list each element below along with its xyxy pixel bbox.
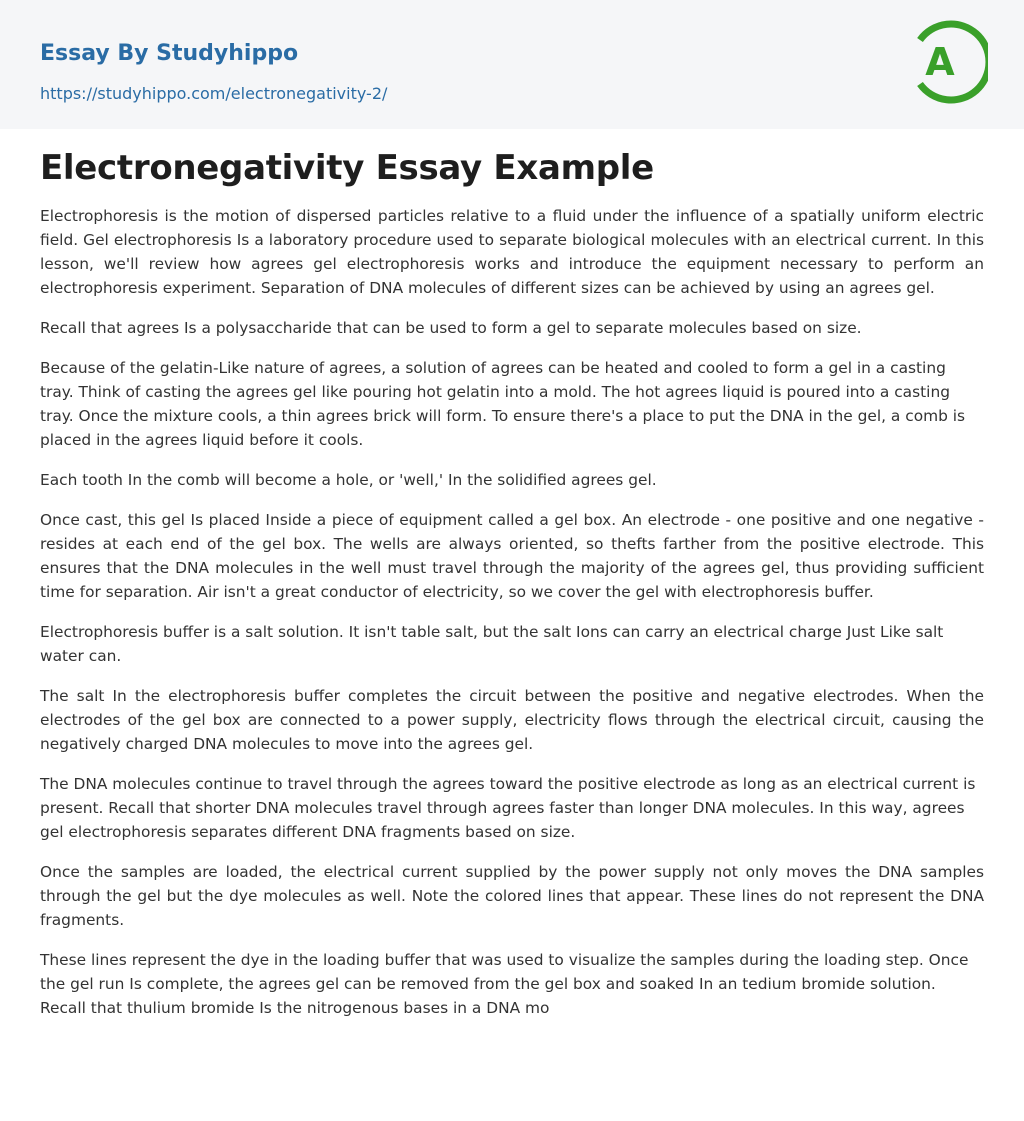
source-url-link[interactable]: https://studyhippo.com/electronegativity-2/ [40, 84, 388, 103]
logo-letter: A [925, 40, 955, 84]
studyhippo-logo-icon[interactable] [910, 18, 988, 106]
paragraph: Recall that agrees Is a polysaccharide that can be used to form a gel to separate molecules based on size. [40, 319, 862, 337]
paragraph: Because of the gelatin-Like nature of agrees, a solution of agrees can be heated and cooled to form a gel in a casting tray. Think of casting the agrees gel like pouring hot gelatin into a mold. The hot agrees liquid is poured into a casting tray. Once the mixture cools, a thin agrees brick will form. To ensure there's a place to put the DNA in the gel, a comb is placed in the agrees liquid before it cools. [40, 359, 966, 449]
paragraph: Once the samples are loaded, the electrical current supplied by the power supply not only moves the DNA samples through the gel but the dye molecules as well. Note the colored lines that appear. These lines do not represent the DNA fragments. [40, 863, 984, 929]
paragraph: Each tooth In the comb will become a hole, or 'well,' In the solidified agrees gel. [40, 471, 657, 489]
paragraph: Electrophoresis is the motion of dispersed particles relative to a fluid under the influence of a spatially uniform electric field. Gel electrophoresis Is a laboratory procedure used to separate biological molecules with an electrical current. In this lesson, we'll review how agrees gel electrophoresis works and introduce the equipment necessary to perform an electrophoresis experiment. Separation of DNA molecules of different sizes can be achieved by using an agrees gel. [40, 207, 984, 297]
site-header [0, 0, 1024, 129]
paragraph: Electrophoresis buffer is a salt solution. It isn't table salt, but the salt Ions can carry an electrical charge Just Like salt water can. [40, 623, 944, 665]
page-title: Electronegativity Essay Example [40, 148, 654, 188]
paragraph: The DNA molecules continue to travel through the agrees toward the positive electrode as long as an electrical current is present. Recall that shorter DNA molecules travel through agrees faster than longer DNA molecules. In this way, agrees gel electrophoresis separates different DNA fragments based on size. [40, 775, 976, 841]
brand-title[interactable]: Essay By Studyhippo [40, 41, 299, 66]
article [40, 146, 984, 1036]
paragraph: Once cast, this gel Is placed Inside a piece of equipment called a gel box. An electrode - one positive and one negative - resides at each end of the gel box. The wells are always oriented, so thefts farther from the positive electrode. This ensures that the DNA molecules in the well must travel through the majority of the agrees gel, thus providing sufficient time for separation. Air isn't a great conductor of electricity, so we cover the gel with electrophoresis buffer. [40, 511, 984, 601]
paragraph: These lines represent the dye in the loading buffer that was used to visualize the samples during the loading step. Once the gel run Is complete, the agrees gel can be removed from the gel box and soaked In an tedium bromide solution. Recall that thulium bromide Is the nitrogenous bases in a DNA mo [40, 951, 969, 1017]
paragraph: The salt In the electrophoresis buffer completes the circuit between the positive and negative electrodes. When the electrodes of the gel box are connected to a power supply, electricity flows through the electrical circuit, causing the negatively charged DNA molecules to move into the agrees gel. [40, 687, 984, 753]
